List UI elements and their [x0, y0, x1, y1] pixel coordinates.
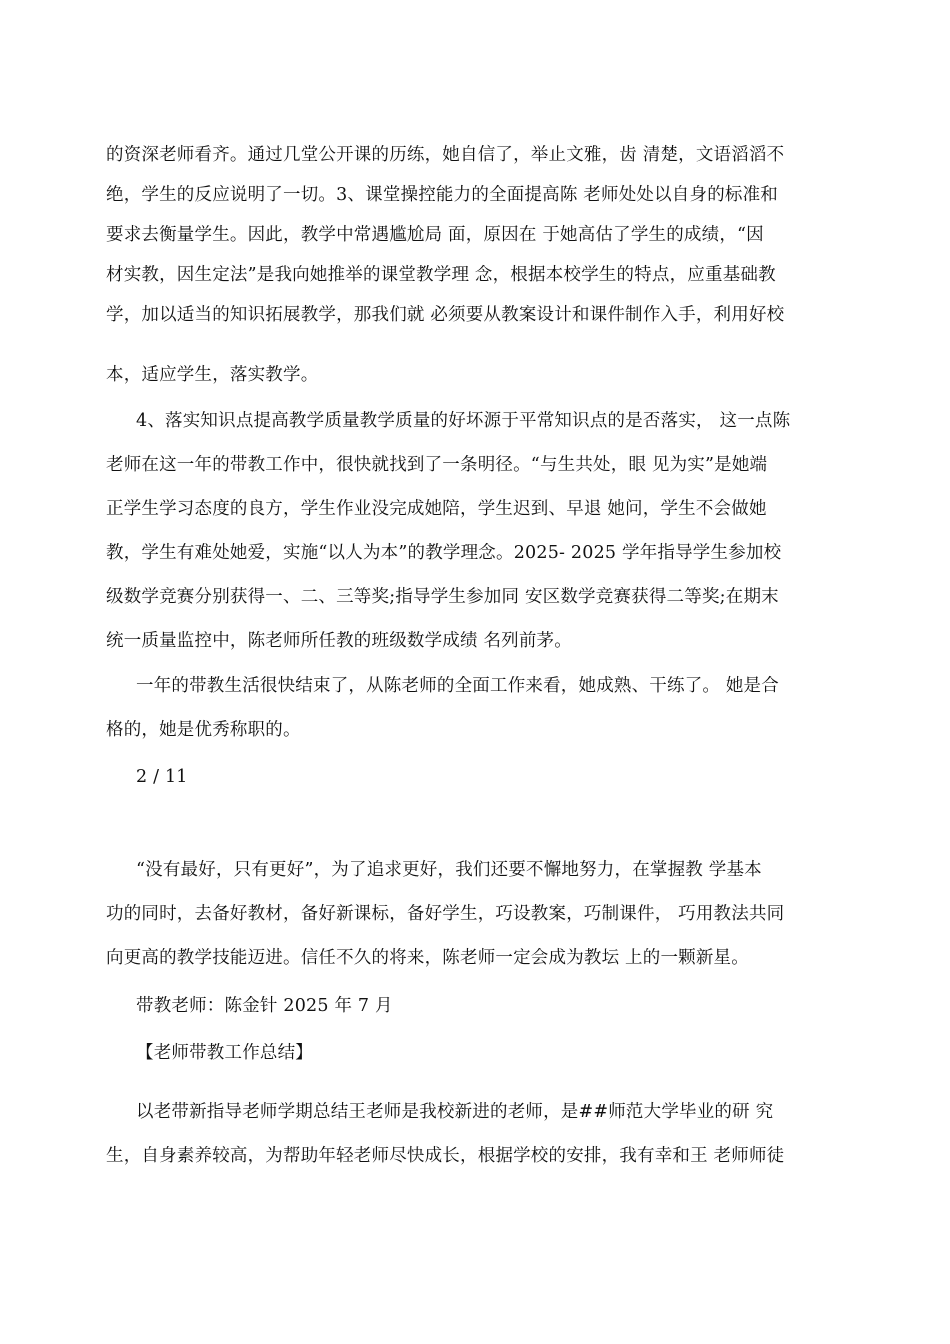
text-line: 本，适应学生，落实教学。: [106, 365, 319, 385]
text-line: 一年的带教生活很快结束了，从陈老师的全面工作来看，她成熟、干练了。 她是合: [136, 676, 779, 696]
text-line: 的资深老师看齐。通过几堂公开课的历练，她自信了，举止文雅，齿 清楚，文语滔滔不: [106, 145, 785, 165]
text-line: 功的同时，去备好教材，备好新课标，备好学生，巧设教案，巧制课件， 巧用教法共同: [106, 904, 785, 924]
text-line: 材实教，因生定法”是我向她推举的课堂教学理 念，根据本校学生的特点，应重基础教: [106, 265, 776, 285]
text-line: 正学生学习态度的良方，学生作业没完成她陪，学生迟到、早退 她问，学生不会做她: [106, 499, 767, 519]
text-line: 格的，她是优秀称职的。: [106, 720, 301, 740]
text-line: 绝，学生的反应说明了一切。3、课堂操控能力的全面提高陈 老师处处以自身的标准和: [106, 185, 778, 205]
text-line: 生，自身素养较高，为帮助年轻老师尽快成长，根据学校的安排，我有幸和王 老师师徒: [106, 1146, 785, 1166]
text-line: 学，加以适当的知识拓展教学，那我们就 必须要从教案设计和课件制作入手，利用好校: [106, 305, 785, 325]
text-line: “没有最好，只有更好”，为了追求更好，我们还要不懈地努力，在掌握教 学基本: [136, 860, 762, 880]
page-number: 2 / 11: [136, 767, 188, 787]
text-line: 教，学生有难处她爱，实施“以人为本”的教学理念。2025- 2025 学年指导学生参加校: [106, 543, 782, 563]
text-line: 4、落实知识点提高教学质量教学质量的好坏源于平常知识点的是否落实， 这一点陈: [136, 411, 791, 431]
signature-line: 带教老师：陈金针 2025 年 7 月: [136, 996, 393, 1016]
text-line: 以老带新指导老师学期总结王老师是我校新进的老师，是##师范大学毕业的研 究: [136, 1102, 774, 1122]
text-line: 要求去衡量学生。因此，教学中常遇尴尬局 面，原因在 于她高估了学生的成绩，“因: [106, 225, 764, 245]
text-line: 级数学竞赛分别获得一、二、三等奖;指导学生参加同 安区数学竞赛获得二等奖;在期末: [106, 587, 779, 607]
text-line: 老师在这一年的带教工作中，很快就找到了一条明径。“与生共处，眼 见为实”是她端: [106, 455, 768, 475]
text-line: 向更高的教学技能迈进。信任不久的将来，陈老师一定会成为教坛 上的一颗新星。: [106, 948, 749, 968]
section-heading: 【老师带教工作总结】: [136, 1043, 313, 1063]
text-line: 统一质量监控中，陈老师所任教的班级数学成绩 名列前茅。: [106, 631, 572, 651]
